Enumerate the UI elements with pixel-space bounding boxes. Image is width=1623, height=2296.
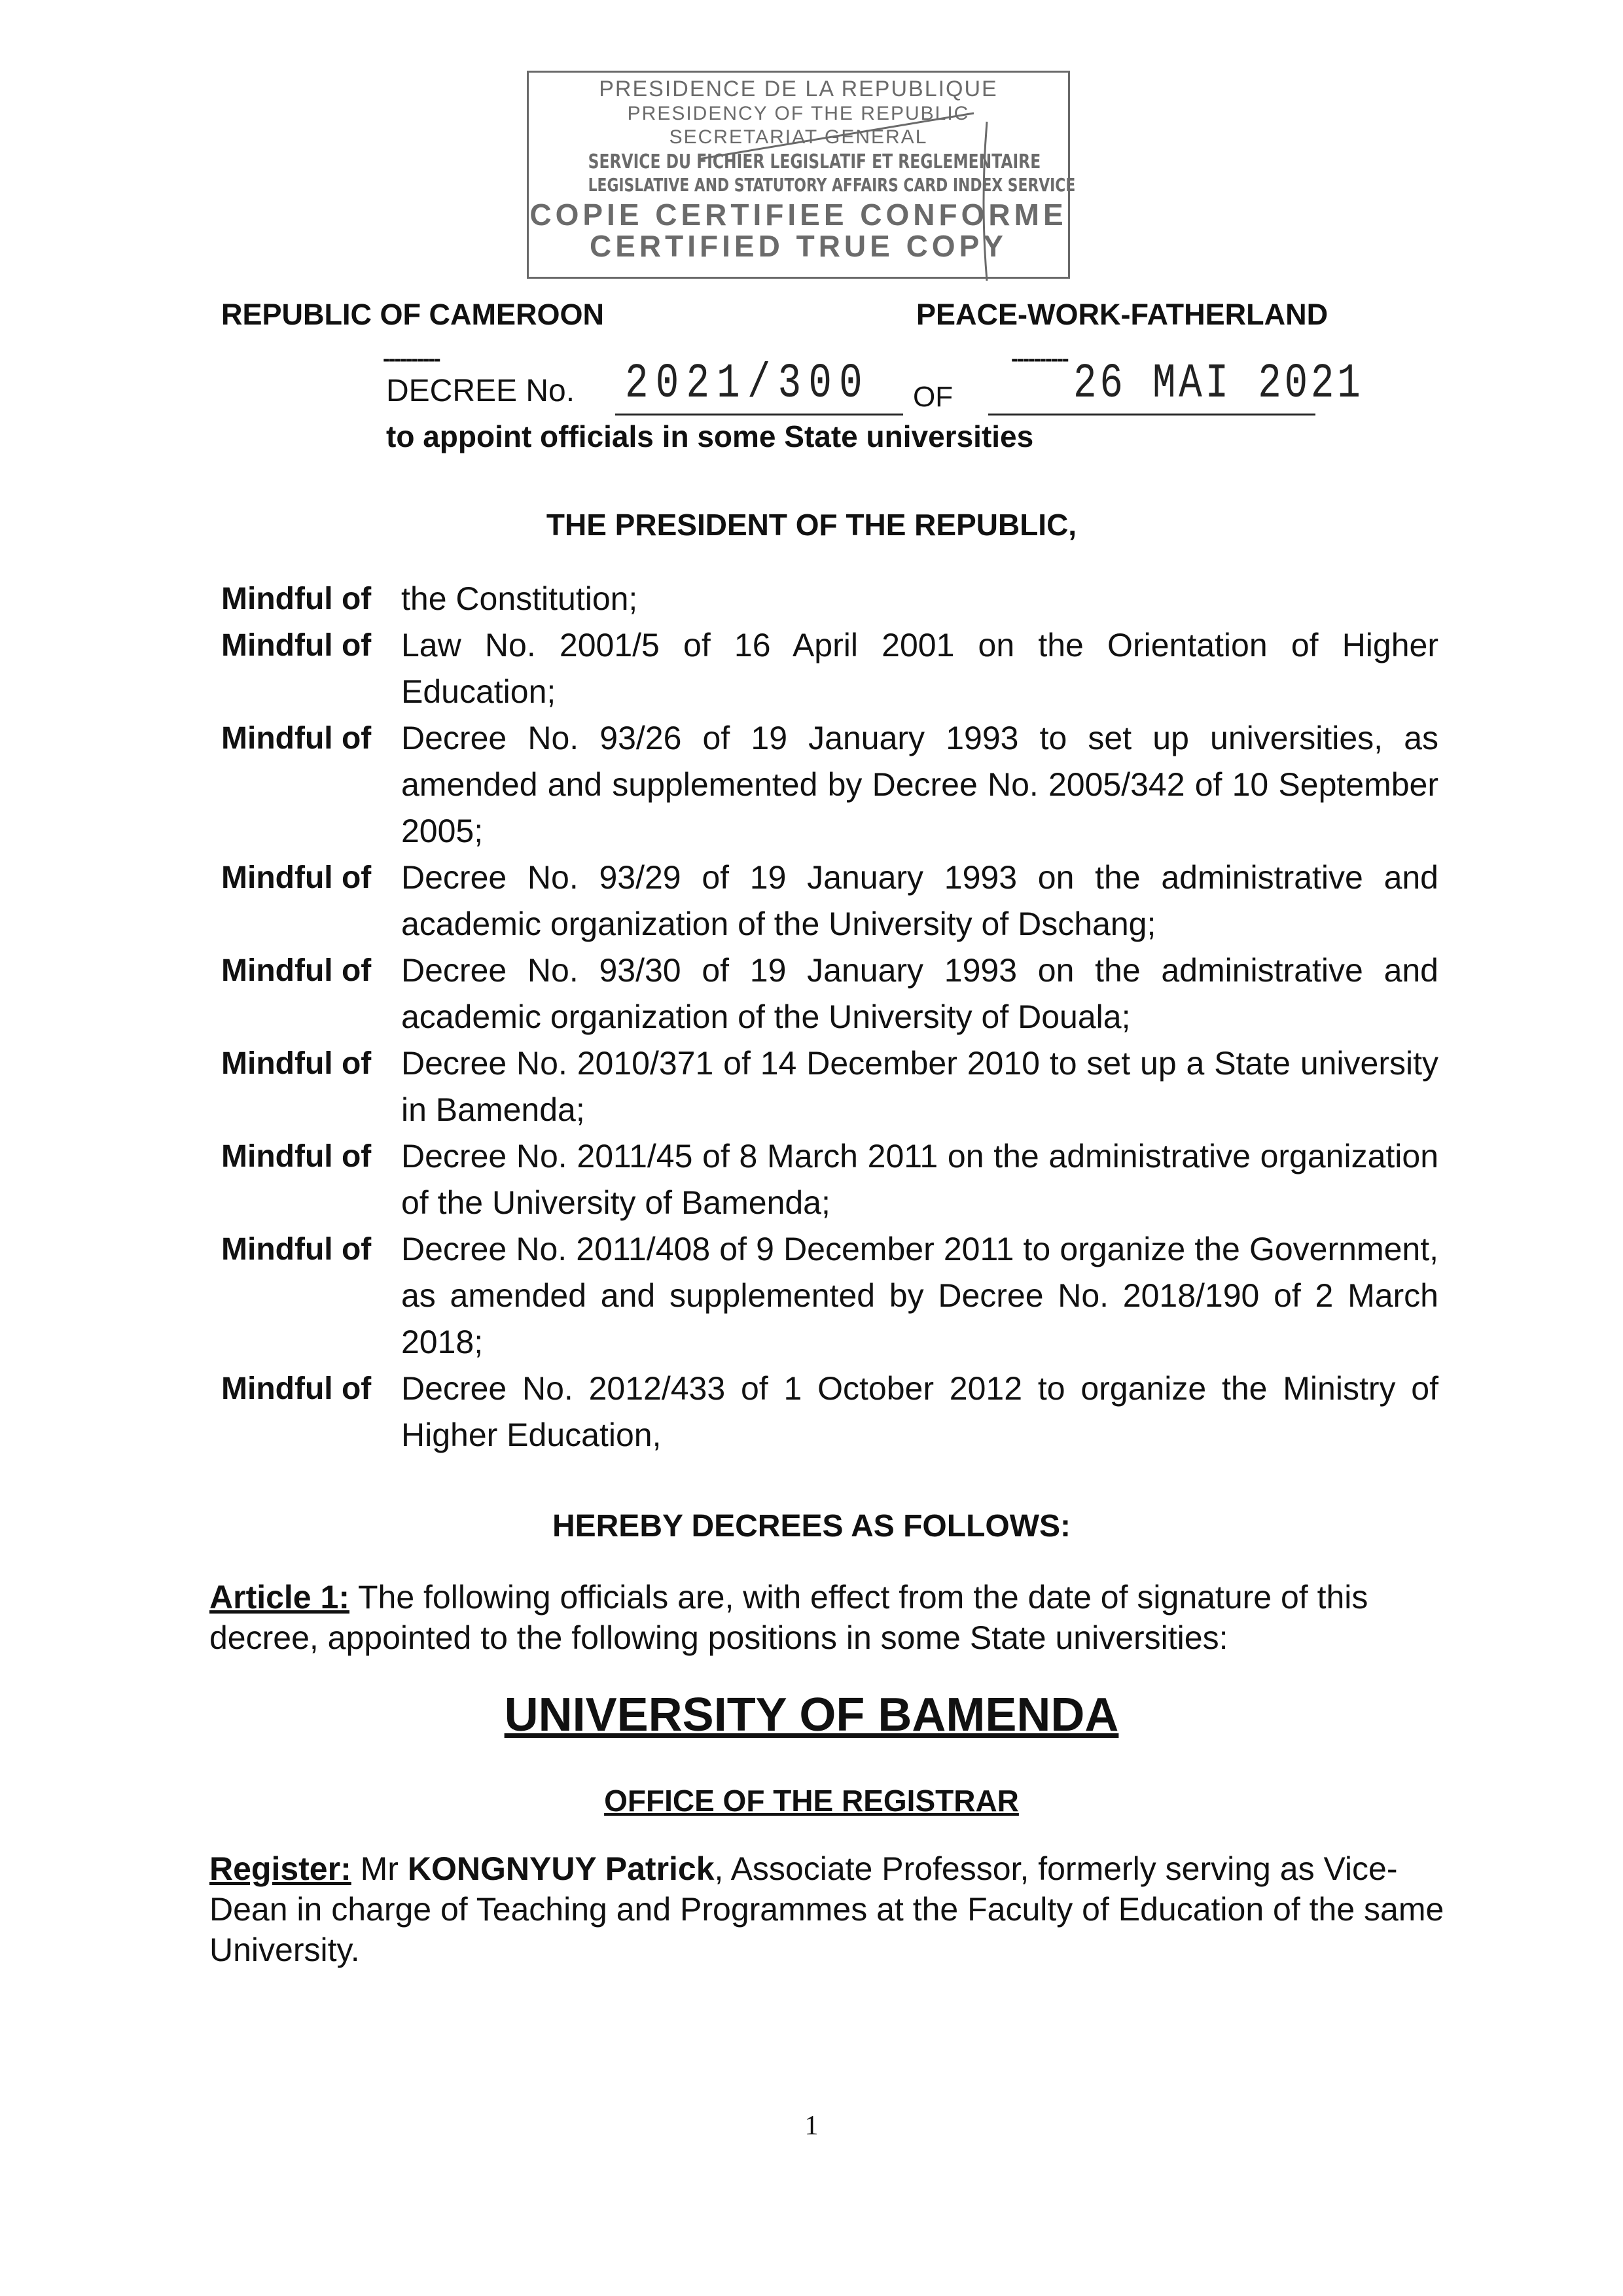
president-heading: THE PRESIDENT OF THE REPUBLIC, [546,508,1077,542]
register-text: , Associate Professor, formerly serving as Vice-Dean in charge of Teaching and Programmes at the Faculty of Education of the same University. [209,1850,1444,1968]
mindful-text: Decree No. 93/29 of 19 January 1993 on the administrative and academic organization of the University of Dschang; [401,859,1438,942]
decree-subtitle: to appoint officials in some State universities [386,419,1034,453]
stamp-line: CERTIFIED TRUE COPY [590,229,1007,263]
mindful-text: Decree No. 93/26 of 19 January 1993 to set up universities, as amended and supplemented by Decree No. 2005/342 of 10 September 2005; [401,720,1438,849]
mindful-text: Decree No. 93/30 of 19 January 1993 on the administrative and academic organization of the University of Douala; [401,952,1438,1035]
mindful-label: Mindful of [221,860,372,895]
mindful-item [221,715,1438,855]
mindful-label: Mindful of [221,1232,372,1267]
stamp-line: SECRETARIAT GENERAL [669,126,928,148]
mindful-label: Mindful of [221,1046,372,1081]
stamp-line: COPIE CERTIFIEE CONFORME [529,198,1067,232]
mindful-text: Decree No. 2011/408 of 9 December 2011 to organize the Government, as amended and supplemented by Decree No. 2018/190 of 2 March 2018; [401,1231,1438,1360]
register-label: Register: [209,1850,351,1887]
article-label: Article 1: [209,1579,349,1616]
mindful-text: Decree No. 2011/45 of 8 March 2011 on the administrative organization of the University of Bamenda; [401,1138,1438,1221]
page-number: 1 [804,2111,819,2141]
decree-date: 26 MAI 2021 [1073,357,1364,412]
separator-line: ---------- [1011,347,1068,370]
mindful-label: Mindful of [221,1371,372,1406]
mindful-label: Mindful of [221,721,372,756]
mindful-label: Mindful of [221,953,372,988]
certified-true-copy-stamp [527,71,1076,279]
stamp-line: PRESIDENCY OF THE REPUBLIC [627,103,970,124]
mindful-item [221,1040,1438,1133]
university-heading: UNIVERSITY OF BAMENDA [504,1689,1119,1741]
signature-stroke-icon [529,73,1076,281]
mindful-label: Mindful of [221,582,372,616]
mindful-text: Decree No. 2010/371 of 14 December 2010 to set up a State university in Bamenda; [401,1045,1438,1128]
mindful-item [221,1133,1438,1226]
decree-number-underline [615,414,903,415]
mindful-item [221,1226,1438,1366]
decree-number: 2021/300 [625,357,870,412]
mindful-text: the Constitution; [401,580,638,617]
register-name: KONGNYUY Patrick [407,1850,715,1887]
stamp-line: SERVICE DU FICHIER LEGISLATIF ET REGLEMENTAIRE [588,150,1041,173]
register-title: Mr [360,1850,399,1887]
register-paragraph [209,1848,1453,1970]
mindful-label: Mindful of [221,628,372,663]
mindful-label: Mindful of [221,1139,372,1174]
decree-label: DECREE No. [386,374,575,408]
of-label: OF [913,381,954,413]
mindful-item [221,1366,1438,1458]
mindful-item [221,855,1438,947]
national-motto: PEACE-WORK-FATHERLAND [916,298,1329,331]
mindful-item [221,622,1438,715]
country-name: REPUBLIC OF CAMEROON [221,298,604,331]
office-heading: OFFICE OF THE REGISTRAR [604,1784,1019,1818]
stamp-line: LEGISLATIVE AND STATUTORY AFFAIRS CARD INDEX SERVICE [588,174,1076,196]
decree-date-underline [988,414,1315,415]
mindful-text: Decree No. 2012/433 of 1 October 2012 to organize the Ministry of Higher Education, [401,1370,1438,1453]
mindful-of-list [221,576,1438,1458]
separator-line: ---------- [383,347,440,370]
article-1 [209,1577,1453,1658]
mindful-item [221,576,1438,622]
decrees-heading: HEREBY DECREES AS FOLLOWS: [552,1509,1071,1544]
mindful-text: Law No. 2001/5 of 16 April 2001 on the Orientation of Higher Education; [401,627,1438,710]
stamp-line: PRESIDENCE DE LA REPUBLIQUE [599,77,998,101]
mindful-item [221,947,1438,1040]
article-text: The following officials are, with effect from the date of signature of this decree, appointed to the following positions in some State universities: [209,1579,1368,1656]
